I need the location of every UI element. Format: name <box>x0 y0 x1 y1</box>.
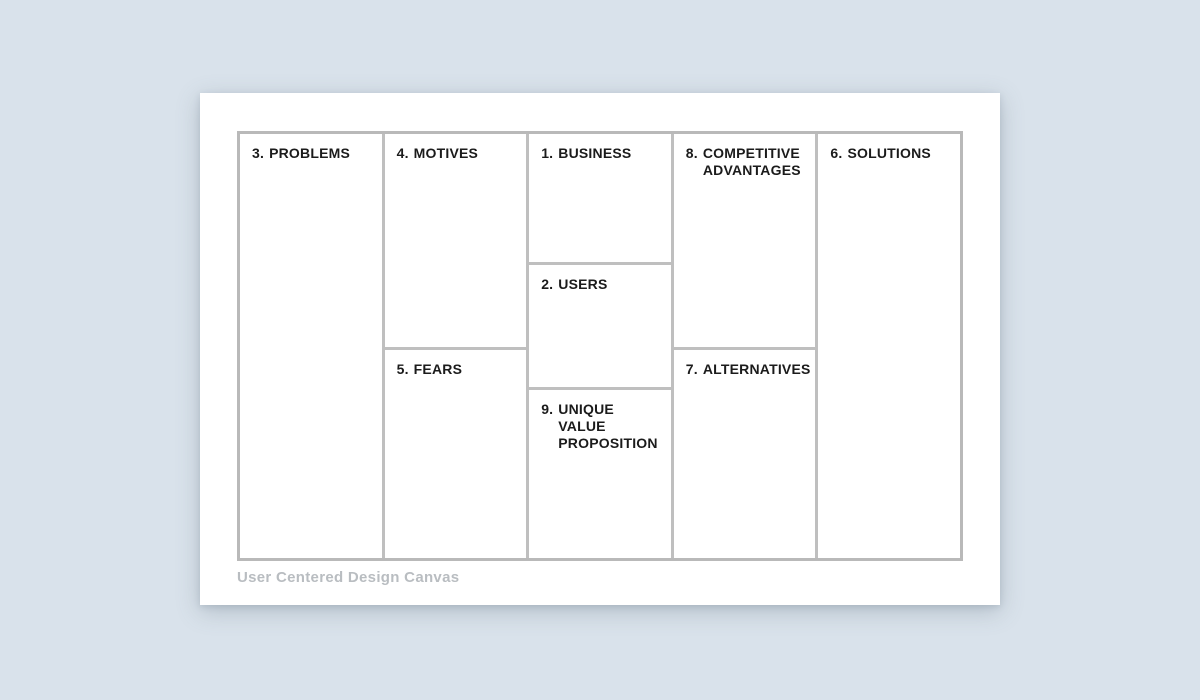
cell-users-label <box>529 265 671 293</box>
cell-motives <box>385 134 527 347</box>
column-business-users-uvp <box>529 134 671 558</box>
cell-problems-number: 3. <box>252 145 265 161</box>
cell-solutions-title: SOLUTIONS <box>847 145 931 161</box>
cell-alternatives <box>674 350 816 558</box>
cell-users <box>529 265 671 387</box>
cell-competitive-advantages-label <box>674 134 816 179</box>
column-motives-fears <box>385 134 527 558</box>
cell-business-label <box>529 134 671 162</box>
column-problems <box>240 134 382 558</box>
cell-fears <box>385 350 527 558</box>
cell-competitive-advantages <box>674 134 816 347</box>
design-canvas-grid <box>237 131 963 561</box>
cell-competitive-advantages-title: COMPETITIVE ADVANTAGES <box>702 145 801 178</box>
cell-users-title: USERS <box>558 276 608 292</box>
cell-unique-value-proposition-title: UNIQUE VALUE PROPOSITION <box>558 401 658 451</box>
cell-fears-title: FEARS <box>413 361 463 377</box>
cell-solutions-label <box>818 134 960 162</box>
cell-unique-value-proposition-label <box>529 390 671 451</box>
cell-business-number: 1. <box>541 145 554 161</box>
cell-solutions <box>818 134 960 558</box>
cell-business <box>529 134 671 262</box>
cell-solutions-number: 6. <box>830 145 843 161</box>
cell-motives-title: MOTIVES <box>413 145 479 161</box>
cell-problems-label <box>240 134 382 162</box>
cell-motives-number: 4. <box>396 145 409 161</box>
cell-motives-label <box>385 134 527 162</box>
cell-business-title: BUSINESS <box>558 145 632 161</box>
cell-unique-value-proposition <box>529 390 671 558</box>
cell-unique-value-proposition-number: 9. <box>541 401 554 417</box>
column-competitive-alternatives <box>674 134 816 558</box>
cell-users-number: 2. <box>541 276 554 292</box>
cell-competitive-advantages-number: 8. <box>685 145 698 161</box>
cell-alternatives-label <box>674 350 816 378</box>
cell-problems <box>240 134 382 558</box>
cell-alternatives-number: 7. <box>685 361 698 377</box>
canvas-caption: User Centered Design Canvas <box>237 569 460 586</box>
cell-fears-number: 5. <box>396 361 409 377</box>
column-solutions <box>818 134 960 558</box>
cell-alternatives-title: ALTERNATIVES <box>702 361 811 377</box>
canvas-card <box>200 93 1000 605</box>
cell-problems-title: PROBLEMS <box>269 145 351 161</box>
cell-fears-label <box>385 350 527 378</box>
